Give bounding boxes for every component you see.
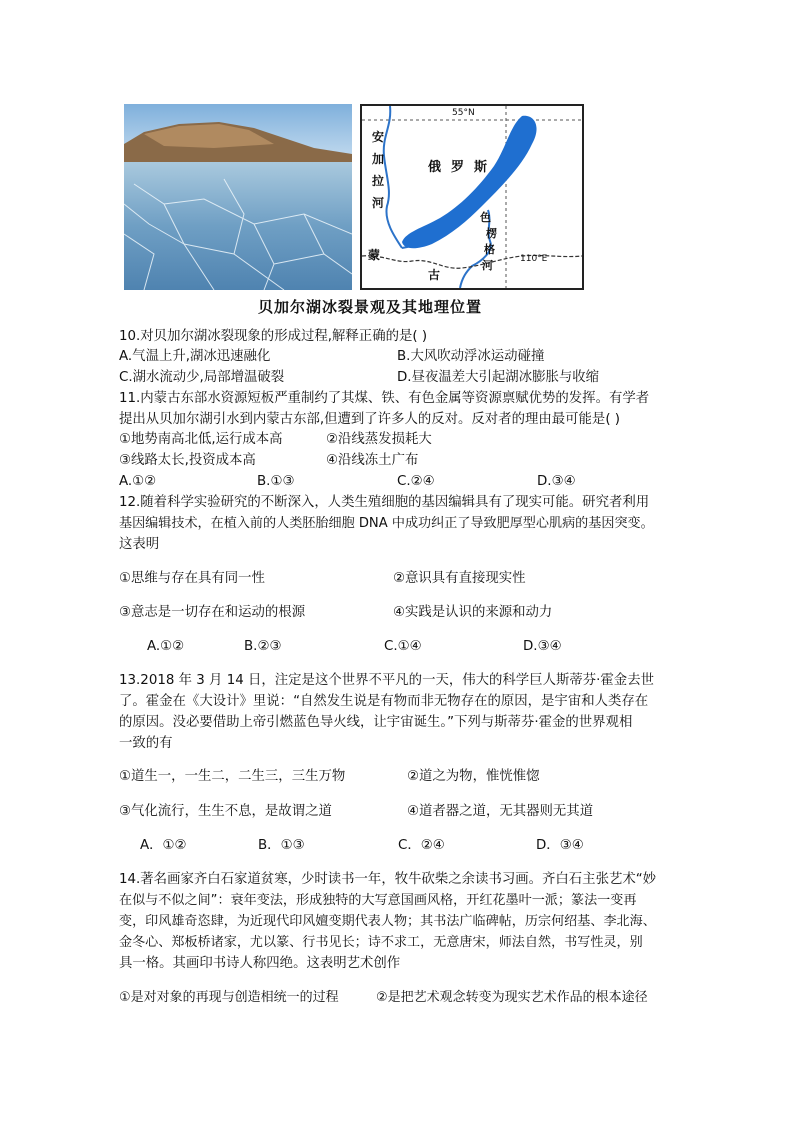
q14-statement-1: ①是对对象的再现与创造相统一的过程	[119, 990, 339, 1005]
q14-stem-4: 金冬心、郑板桥诸家，尤以篆、行书见长；诗不求工，无意唐宋，师法自然，书写性灵，别	[119, 935, 643, 950]
q11-option-c: C.②④	[397, 474, 435, 489]
q10-stem: 10.对贝加尔湖冰裂现象的形成过程,解释正确的是( )	[119, 329, 428, 344]
q11-stem-1: 11.内蒙古东部水资源短板严重制约了其煤、铁、有色金属等资源禀赋优势的发挥。有学者	[119, 391, 650, 406]
q12-statement-2: ②意识具有直接现实性	[393, 571, 526, 586]
q14-statement-2: ②是把艺术观念转变为现实艺术作品的根本途径	[376, 990, 648, 1005]
q13-statement-4: ④道者器之道，无其器则无其道	[407, 804, 594, 819]
q10-option-b: B.大风吹动浮冰运动碰撞	[397, 349, 545, 364]
q12-stem-2: 基因编辑技术，在植入前的人类胚胎细胞 DNA 中成功纠正了导致肥厚型心肌病的基因突变。	[119, 516, 654, 531]
mongolia-label-2: 古	[428, 268, 441, 282]
q10-option-c: C.湖水流动少,局部增温破裂	[119, 370, 285, 385]
latitude-label: 55°N	[452, 108, 475, 118]
q11-option-b: B.①③	[257, 474, 295, 489]
q13-stem-4: 一致的有	[119, 736, 173, 751]
russia-label: 俄罗斯	[428, 160, 498, 175]
q12-stem-1: 12.随着科学实验研究的不断深入，人类生殖细胞的基因编辑具有了现实可能。研究者利用	[119, 495, 650, 510]
q11-option-d: D.③④	[537, 474, 576, 489]
q14-stem-5: 具一格。其画印书诗人称四绝。这表明艺术创作	[119, 956, 401, 971]
q13-stem-1: 13.2018 年 3 月 14 日，注定是这个世界不平凡的一天，伟大的科学巨人斯蒂芬·霍金去世	[119, 673, 654, 688]
baikal-location-map	[360, 104, 584, 290]
q12-statement-3: ③意志是一切存在和运动的根源	[119, 605, 306, 620]
q13-option-d: D．③④	[536, 838, 584, 853]
q13-stem-3: 的原因。没必要借助上帝引燃蓝色导火线，让宇宙诞生。”下列与斯蒂芬·霍金的世界观相	[119, 715, 633, 730]
q13-option-c: C．②④	[398, 838, 445, 853]
q11-option-a: A.①②	[119, 474, 157, 489]
q11-stem-2: 提出从贝加尔湖引水到内蒙古东部,但遭到了许多人的反对。反对者的理由最可能是( )	[119, 412, 621, 427]
q12-option-d: D.③④	[523, 639, 562, 654]
q13-statement-1: ①道生一，一生二，二生三，三生万物	[119, 769, 346, 784]
q11-statement-3: ③线路太长,投资成本高	[119, 453, 256, 468]
q13-option-a: A．①②	[140, 838, 187, 853]
selenga-river-label: 色 楞 格 河	[480, 211, 497, 272]
q13-option-b: B．①③	[258, 838, 305, 853]
q10-option-a: A.气温上升,湖冰迅速融化	[119, 349, 271, 364]
q12-option-a: A.①②	[147, 639, 185, 654]
q12-stem-3: 这表明	[119, 537, 160, 552]
ice-crack-photo	[124, 104, 352, 290]
q12-statement-4: ④实践是认识的来源和动力	[393, 605, 553, 620]
angara-river-label: 安 加 拉 河	[372, 130, 385, 210]
q14-stem-2: 在似与不似之间”：衰年变法，形成独特的大写意国画风格，开红花墨叶一派；篆法一变再	[119, 893, 637, 908]
q14-stem-1: 14.著名画家齐白石家道贫寒，少时读书一年，牧牛砍柴之余读书习画。齐白石主张艺术“妙	[119, 872, 657, 887]
q10-option-d: D.昼夜温差大引起湖冰膨胀与收缩	[397, 370, 600, 385]
q13-statement-2: ②道之为物，惟恍惟惚	[407, 769, 540, 784]
q11-statement-4: ④沿线冻土广布	[326, 453, 419, 468]
q11-statement-2: ②沿线蒸发损耗大	[326, 432, 432, 447]
figure-caption: 贝加尔湖冰裂景观及其地理位置	[258, 298, 483, 316]
q13-statement-3: ③气化流行，生生不息，是故谓之道	[119, 804, 332, 819]
longitude-label: 110°E	[520, 254, 548, 264]
q14-stem-3: 变，印风雄奇恣肆，为近现代印风嬗变期代表人物；其书法广临碑帖，历宗何绍基、李北海、	[119, 914, 656, 929]
q11-statement-1: ①地势南高北低,运行成本高	[119, 432, 283, 447]
mongolia-label-1: 蒙	[368, 248, 381, 262]
q13-stem-2: 了。霍金在《大设计》里说：“自然发生说是有物而非无物存在的原因，是宇宙和人类存在	[119, 694, 649, 709]
q12-statement-1: ①思维与存在具有同一性	[119, 571, 265, 586]
q12-option-b: B.②③	[244, 639, 282, 654]
q12-option-c: C.①④	[384, 639, 422, 654]
